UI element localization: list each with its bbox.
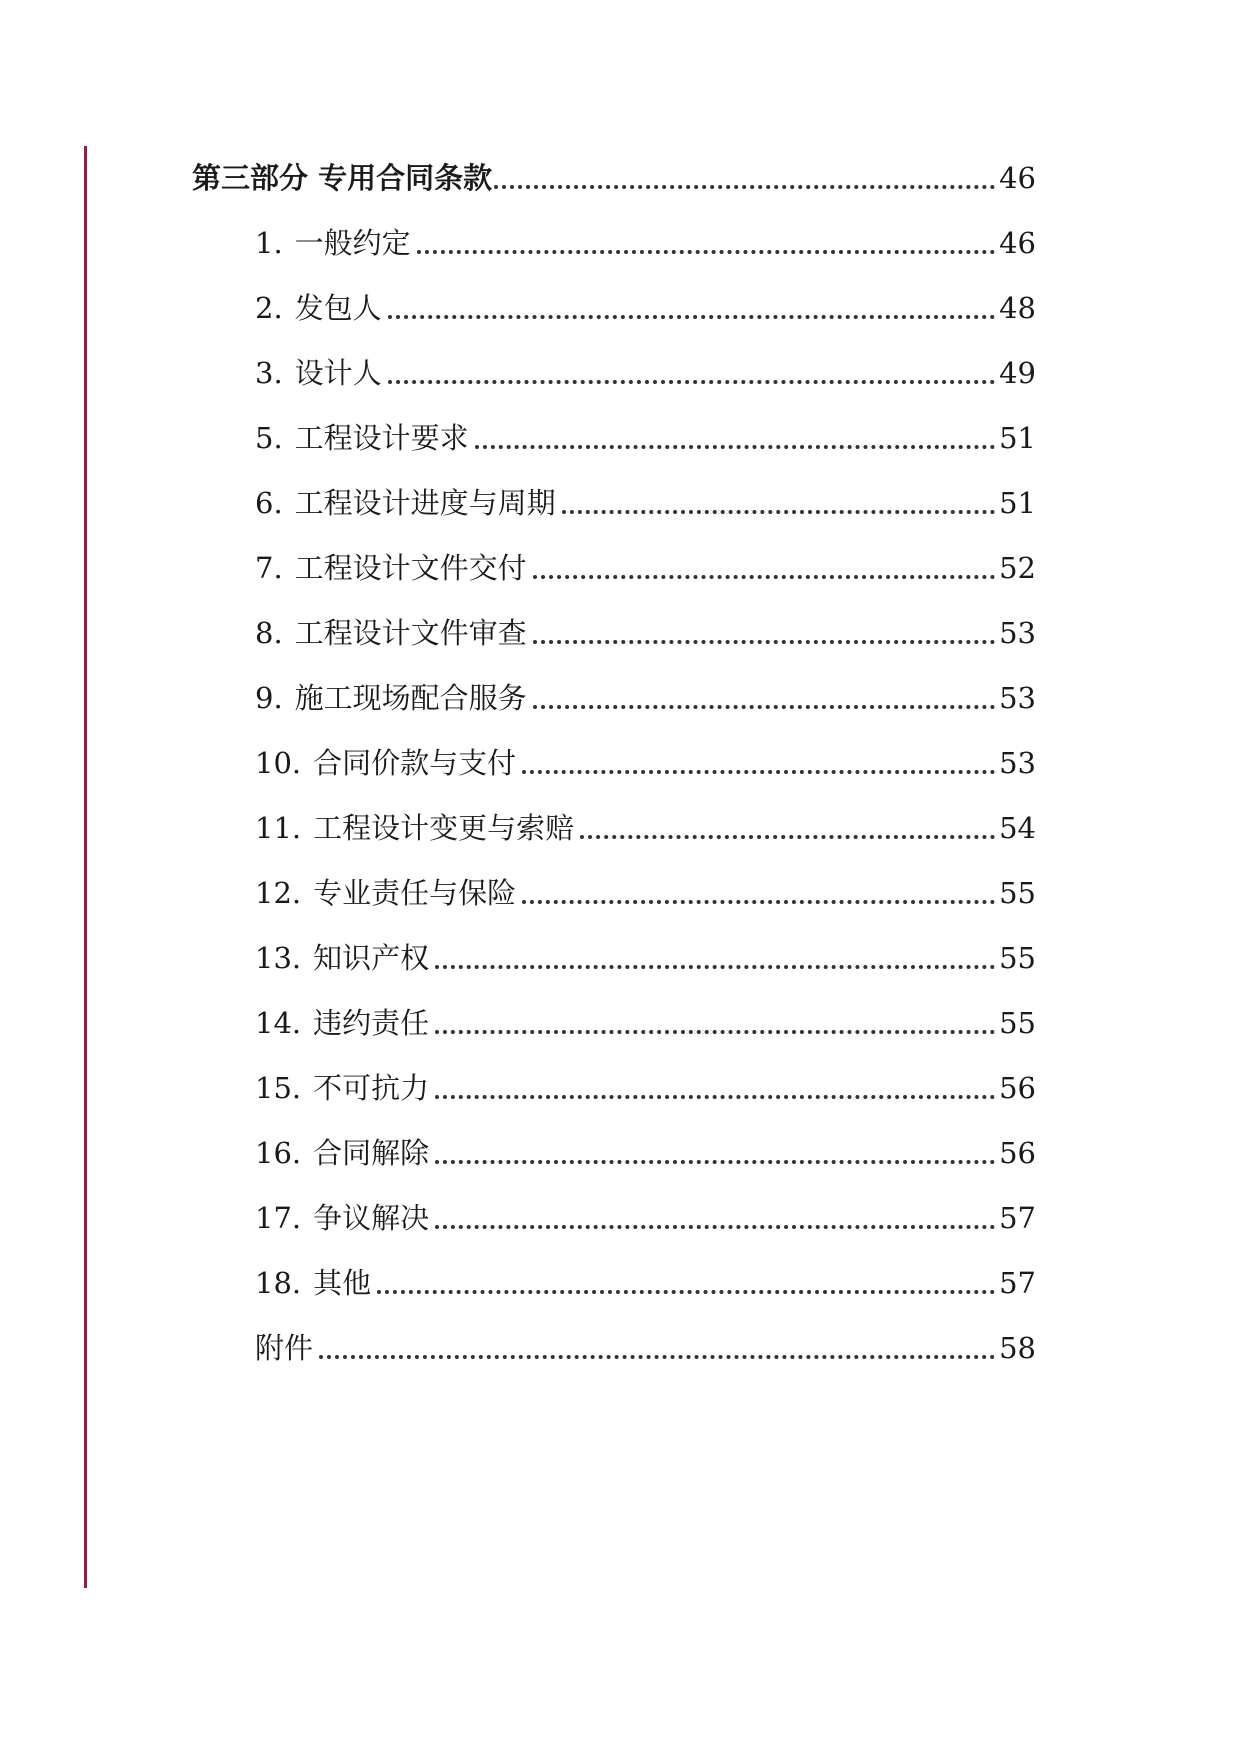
toc-page-number: 53 (999, 746, 1036, 780)
toc-leader (533, 705, 995, 709)
toc-page-number: 48 (999, 291, 1036, 325)
toc-appendix[interactable] (255, 1328, 1036, 1368)
toc-entry[interactable] (255, 808, 1036, 848)
toc-entry-number: 17. (255, 1201, 302, 1235)
toc-entry[interactable] (255, 613, 1036, 653)
toc-entry-number: 8. (255, 616, 283, 650)
toc-entry-number: 1. (255, 226, 283, 260)
toc-entry-title: 一般约定 (294, 226, 411, 260)
toc-leader (388, 380, 995, 384)
toc-entry-title: 工程设计要求 (294, 421, 469, 455)
toc-page-number: 53 (999, 681, 1036, 715)
toc-page-number: 53 (999, 616, 1036, 650)
toc-page-number: 52 (999, 551, 1036, 585)
toc-page-number: 56 (999, 1071, 1036, 1105)
toc-leader (435, 1030, 995, 1034)
toc-entry[interactable] (255, 938, 1036, 978)
toc-leader (533, 575, 995, 579)
toc-entry-title: 专业责任与保险 (313, 876, 517, 910)
toc-entry-number: 16. (255, 1136, 302, 1170)
toc-entry-title: 工程设计进度与周期 (294, 486, 556, 520)
toc-leader (435, 1160, 995, 1164)
toc-entry-title: 工程设计变更与索赔 (313, 811, 575, 845)
toc-entry[interactable] (255, 548, 1036, 588)
toc-entry[interactable] (255, 353, 1036, 393)
toc-page-number: 51 (999, 486, 1036, 520)
toc-entry[interactable] (255, 483, 1036, 523)
toc-entry-number: 18. (255, 1266, 302, 1300)
toc-page-number: 55 (999, 941, 1036, 975)
toc-page-number: 58 (999, 1331, 1036, 1365)
toc-entry[interactable] (255, 1198, 1036, 1238)
toc-entry-title: 工程设计文件审查 (294, 616, 527, 650)
toc-page-number: 49 (999, 356, 1036, 390)
toc-entry-title: 发包人 (294, 291, 382, 325)
toc-leader (435, 965, 995, 969)
toc-entry-title: 工程设计文件交付 (294, 551, 527, 585)
toc-page-number: 55 (999, 876, 1036, 910)
toc-entry[interactable] (255, 1133, 1036, 1173)
toc-part-title: 第三部分 专用合同条款 (192, 161, 493, 195)
toc-leader (417, 250, 995, 254)
toc-page-number: 51 (999, 421, 1036, 455)
toc-entry-number: 5. (255, 421, 283, 455)
toc-entry[interactable] (255, 1003, 1036, 1043)
toc-leader (319, 1355, 995, 1359)
toc-page-number: 55 (999, 1006, 1036, 1040)
toc-entry-title: 违约责任 (313, 1006, 430, 1040)
toc-entry-title: 其他 (313, 1266, 372, 1300)
toc-page-number: 57 (999, 1201, 1036, 1235)
toc-entry-number: 12. (255, 876, 302, 910)
toc-entry-number: 3. (255, 356, 283, 390)
toc-entry[interactable] (255, 1263, 1036, 1303)
toc-leader (475, 445, 995, 449)
toc-entry-title: 施工现场配合服务 (294, 681, 527, 715)
toc-entry-title: 知识产权 (313, 941, 430, 975)
toc-appendix-title: 附件 (255, 1331, 314, 1365)
toc-entry[interactable] (255, 418, 1036, 458)
toc-entry-number: 7. (255, 551, 283, 585)
toc-entry-title: 合同解除 (313, 1136, 430, 1170)
toc-leader (580, 835, 995, 839)
toc-entry-number: 11. (255, 811, 302, 845)
toc-entry-title: 设计人 (294, 356, 382, 390)
toc-entry[interactable] (255, 288, 1036, 328)
toc-entry-number: 15. (255, 1071, 302, 1105)
toc-leader (533, 640, 995, 644)
toc-entry-title: 争议解决 (313, 1201, 430, 1235)
toc-entry[interactable] (255, 678, 1036, 718)
toc-entry-title: 合同价款与支付 (313, 746, 517, 780)
toc-page-number: 46 (999, 161, 1036, 195)
toc-entry-number: 2. (255, 291, 283, 325)
toc-entry-number: 14. (255, 1006, 302, 1040)
toc-page-number: 46 (999, 226, 1036, 260)
toc-leader (388, 315, 995, 319)
toc-leader (377, 1290, 995, 1294)
toc-leader (435, 1095, 995, 1099)
toc-entry[interactable] (255, 223, 1036, 263)
toc-entry-number: 9. (255, 681, 283, 715)
toc-entry[interactable] (255, 1068, 1036, 1108)
toc-page-number: 56 (999, 1136, 1036, 1170)
toc-entry-number: 13. (255, 941, 302, 975)
toc-part-heading[interactable] (192, 158, 1036, 198)
toc-leader (522, 900, 995, 904)
toc-page-number: 54 (999, 811, 1036, 845)
toc-entry-number: 10. (255, 746, 302, 780)
toc-leader (562, 510, 995, 514)
toc-entry[interactable] (255, 873, 1036, 913)
toc-leader (494, 185, 995, 189)
toc-page-number: 57 (999, 1266, 1036, 1300)
toc-entry-title: 不可抗力 (313, 1071, 430, 1105)
toc-leader (522, 770, 995, 774)
toc-entry-number: 6. (255, 486, 283, 520)
toc-leader (435, 1225, 995, 1229)
toc-entry[interactable] (255, 743, 1036, 783)
